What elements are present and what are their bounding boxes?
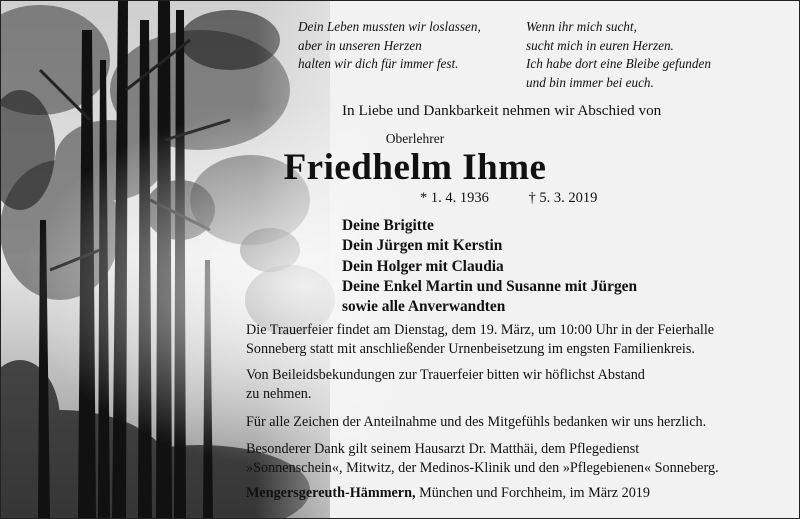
poem-left [298, 18, 481, 74]
paragraph-line: »Sonnenschein«, Mitwitz, der Medinos-Klinik und den »Pflegebienen« Sonneberg. [246, 459, 719, 476]
mourner-line: Deine Enkel Martin und Susanne mit Jürgen [342, 277, 638, 295]
poem-right-line: Wenn ihr mich sucht, [526, 19, 637, 34]
paragraph-line: Besonderer Dank gilt seinem Hausarzt Dr. Matthäi, dem Pflegedienst [246, 441, 640, 457]
mourner-line: Dein Jürgen mit Kerstin [342, 237, 503, 255]
poem-right-line: und bin immer bei euch. [526, 74, 654, 90]
poem-right-line: sucht mich in euren Herzen. [526, 37, 674, 53]
poem-left-line: halten wir dich für immer fest. [298, 56, 459, 72]
deceased-title: Oberlehrer [385, 131, 445, 146]
special-thanks-paragraph [246, 440, 719, 477]
paragraph-line: Die Trauerfeier findet am Dienstag, dem 19. März, um 10:00 Uhr in der Feierhalle [246, 322, 715, 338]
life-dates [420, 190, 597, 207]
poem-left-line: aber in unseren Herzen [298, 37, 422, 53]
mourner-line: sowie alle Anverwandten [342, 298, 506, 316]
birth-date: * 1. 4. 1936 [420, 190, 489, 206]
mourners-list [342, 216, 637, 317]
signoff-place: Mengersgereuth-Hämmern, [246, 485, 416, 501]
mourner-line: Dein Holger mit Claudia [342, 257, 504, 275]
signoff-rest: München und Forchheim, im März 2019 [415, 485, 650, 501]
death-date: † 5. 3. 2019 [528, 190, 598, 206]
condolence-paragraph [246, 366, 645, 403]
poem-left-line: Dein Leben mussten wir loslassen, [298, 19, 481, 34]
deceased-name: Friedhelm Ihme [283, 147, 547, 188]
paragraph-line: Von Beileidsbekundungen zur Trauerfeier bitten wir höflichst Abstand [246, 367, 645, 383]
farewell-intro: In Liebe und Dankbarkeit nehmen wir Abschied von [342, 102, 662, 119]
paragraph-line: Für alle Zeichen der Anteilnahme und des Mitgefühls bedanken wir uns herzlich. [246, 414, 707, 430]
mourner-line: Deine Brigitte [342, 217, 434, 234]
signoff-line [246, 484, 650, 503]
signoff-text [246, 484, 650, 503]
paragraph-line: Sonneberg statt mit anschließender Urnenbeisetzung im engsten Familienkreis. [246, 340, 695, 357]
funeral-paragraph [246, 321, 714, 358]
paragraph-line: zu nehmen. [246, 385, 312, 402]
poem-right-line: Ich habe dort eine Bleibe gefunden [526, 56, 711, 72]
poem-right [526, 18, 711, 92]
thanks-paragraph [246, 413, 706, 432]
